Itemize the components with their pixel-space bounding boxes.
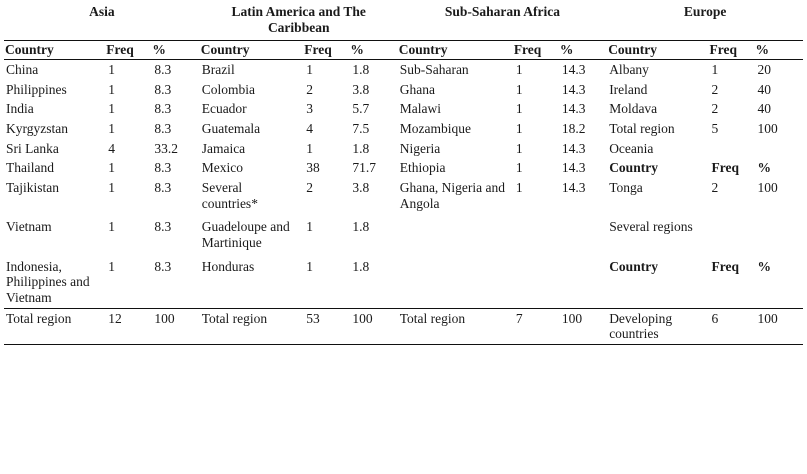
cell-pct: 8.3 [154, 179, 172, 195]
cell-pct: 8.3 [154, 62, 172, 78]
cell-country: India [6, 101, 34, 117]
cell-pct: 100 [757, 310, 778, 326]
cell-pct [559, 257, 607, 308]
cell-pct: 20 [757, 62, 772, 78]
cell-freq: 1 [306, 62, 314, 78]
cell-country: Total region [201, 310, 268, 326]
cell-pct: 5.7 [352, 101, 370, 117]
table-row [4, 178, 803, 213]
cell-country: Mozambique [399, 121, 471, 136]
cell-country: Nigeria [399, 140, 441, 156]
cell-pct: 33.2 [154, 140, 178, 156]
frequency-table [4, 0, 803, 345]
cell-country: Thailand [6, 160, 54, 176]
table-row [4, 139, 803, 159]
cell-freq [708, 139, 754, 159]
cell-pct: 14.3 [561, 160, 586, 176]
cell-freq: 1 [108, 258, 116, 274]
cell-pct: 14.3 [561, 81, 586, 97]
cell-freq: 7 [515, 310, 523, 326]
table-row [4, 257, 803, 308]
cell-freq [513, 217, 559, 252]
cell-pct: 40 [757, 101, 772, 117]
cell-freq: 2 [711, 101, 719, 117]
cell-pct: 8.3 [154, 101, 172, 117]
cell-pct [755, 217, 803, 252]
cell-freq: 1 [515, 121, 523, 136]
cell-freq: 1 [306, 258, 314, 274]
cell-country: Oceania [609, 140, 654, 156]
cell-country: Jamaica [201, 140, 246, 156]
header-country-asia: Country [5, 42, 54, 58]
cell-freq: 4 [306, 121, 314, 136]
cell-country: Ireland [609, 81, 648, 97]
cell-freq [513, 257, 559, 308]
cell-freq: 38 [306, 160, 320, 176]
cell-freq: 2 [306, 179, 314, 195]
cell-freq: 1 [515, 140, 523, 156]
table-total-row [4, 308, 803, 344]
cell-country: Tonga [609, 179, 643, 195]
cell-freq: 4 [108, 140, 116, 156]
cell-freq: 1 [306, 140, 314, 156]
header-pct-europe: % [755, 42, 770, 58]
cell-country: Vietnam [6, 219, 52, 235]
cell-pct: 100 [154, 310, 175, 326]
cell-country: Albany [609, 62, 649, 78]
cell-pct: 40 [757, 81, 772, 97]
cell-country: Guatemala [201, 121, 261, 136]
cell-country: Kyrgyzstan [6, 121, 68, 136]
header-pct-asia: % [152, 42, 166, 58]
cell-pct [755, 139, 803, 159]
cell-country: Guadeloupe and Martinique [201, 219, 290, 250]
cell-country: Ghana, Nigeria and Angola [399, 179, 506, 211]
cell-country: Colombia [201, 81, 255, 97]
cell-country: Ethiopia [399, 160, 446, 176]
cell-freq: 1 [515, 101, 523, 117]
cell-freq: 5 [711, 121, 719, 136]
cell-country: Several regions [609, 219, 693, 235]
column-header-row [4, 41, 803, 60]
cell-freq: 1 [108, 121, 116, 136]
cell-pct: 100 [352, 310, 373, 326]
cell-freq: 1 [306, 219, 314, 235]
cell-country: Tajikistan [6, 179, 60, 195]
cell-country: Total region [6, 310, 72, 326]
group-title-africa: Sub-Saharan Africa [444, 4, 561, 19]
header-country-latam: Country [200, 42, 250, 58]
cell-pct: 100 [757, 179, 778, 195]
cell-country: Brazil [201, 62, 235, 78]
cell-pct: % [757, 160, 772, 176]
cell-freq: 1 [108, 160, 116, 176]
table-row [4, 119, 803, 139]
cell-pct: 1.8 [352, 219, 370, 235]
cell-pct: % [757, 258, 772, 274]
cell-pct: 1.8 [352, 62, 370, 78]
cell-freq: 1 [108, 101, 116, 117]
header-freq-asia: Freq [106, 42, 134, 58]
cell-pct: 7.5 [352, 121, 370, 136]
table-row [4, 158, 803, 178]
cell-pct: 8.3 [154, 81, 172, 97]
header-country-africa: Country [398, 42, 448, 58]
cell-pct: 3.8 [352, 179, 370, 195]
cell-freq: Freq [711, 160, 739, 176]
cell-country: Mexico [201, 160, 243, 176]
cell-country [398, 217, 513, 252]
table-row [4, 80, 803, 100]
cell-freq: 1 [108, 179, 116, 195]
cell-freq: 1 [108, 219, 116, 235]
cell-freq: 1 [108, 62, 116, 78]
cell-country: Sub-Saharan [399, 62, 469, 78]
cell-pct: 8.3 [154, 121, 172, 136]
group-title-latam: Latin America and The Caribbean [231, 4, 366, 35]
cell-freq: 1 [515, 81, 523, 97]
group-title-row [4, 0, 803, 40]
table-row [4, 60, 803, 80]
cell-country: Indonesia, Philippines and Vietnam [6, 258, 90, 305]
cell-freq: 1 [515, 62, 523, 78]
cell-freq: 6 [711, 310, 719, 326]
cell-freq [708, 217, 754, 252]
cell-freq: 1 [515, 179, 523, 195]
cell-country: China [6, 62, 39, 78]
cell-pct: 1.8 [352, 258, 370, 274]
group-title-asia: Asia [89, 4, 115, 19]
cell-country: Total region [609, 121, 675, 136]
cell-pct: 14.3 [561, 140, 586, 156]
cell-pct: 14.3 [561, 62, 586, 78]
cell-pct: 8.3 [154, 160, 172, 176]
cell-freq: Freq [711, 258, 739, 274]
table-row [4, 217, 803, 252]
cell-pct: 3.8 [352, 81, 370, 97]
cell-pct: 1.8 [352, 140, 370, 156]
cell-freq: 2 [711, 81, 719, 97]
header-freq-latam: Freq [304, 42, 332, 58]
cell-freq: 12 [108, 310, 122, 326]
cell-country: Ghana [399, 81, 435, 97]
cell-freq: 3 [306, 101, 314, 117]
cell-country [398, 257, 513, 308]
cell-freq: 2 [306, 81, 314, 97]
cell-pct: 71.7 [352, 160, 376, 176]
cell-country: Ecuador [201, 101, 247, 117]
cell-freq: 1 [515, 160, 523, 176]
cell-country: Honduras [201, 258, 255, 274]
cell-pct: 8.3 [154, 219, 172, 235]
cell-country: Country [609, 258, 658, 274]
cell-country: Total region [399, 310, 466, 326]
header-pct-africa: % [559, 42, 574, 58]
header-country-europe: Country [608, 42, 657, 58]
cell-country: Several countries* [201, 179, 258, 211]
table-row [4, 99, 803, 119]
cell-freq: 2 [711, 179, 719, 195]
cell-pct: 14.3 [561, 101, 586, 117]
cell-freq: 1 [108, 81, 116, 97]
cell-freq: 53 [306, 310, 320, 326]
cell-pct: 14.3 [561, 179, 586, 195]
cell-country: Philippines [6, 81, 67, 97]
header-pct-latam: % [350, 42, 364, 58]
cell-pct: 8.3 [154, 258, 172, 274]
cell-pct: 100 [757, 121, 778, 136]
header-freq-africa: Freq [513, 42, 542, 58]
cell-country: Country [609, 160, 658, 176]
cell-freq: 1 [711, 62, 719, 78]
cell-country: Malawi [399, 101, 441, 117]
rule-bottom [4, 344, 803, 345]
header-freq-europe: Freq [709, 42, 737, 58]
cell-country: Sri Lanka [6, 140, 59, 156]
cell-country: Moldava [609, 101, 658, 117]
cell-pct [559, 217, 607, 252]
cell-pct: 100 [561, 310, 583, 326]
cell-country: Developing countries [609, 310, 673, 342]
cell-pct: 18.2 [561, 121, 586, 136]
group-title-europe: Europe [683, 4, 727, 19]
